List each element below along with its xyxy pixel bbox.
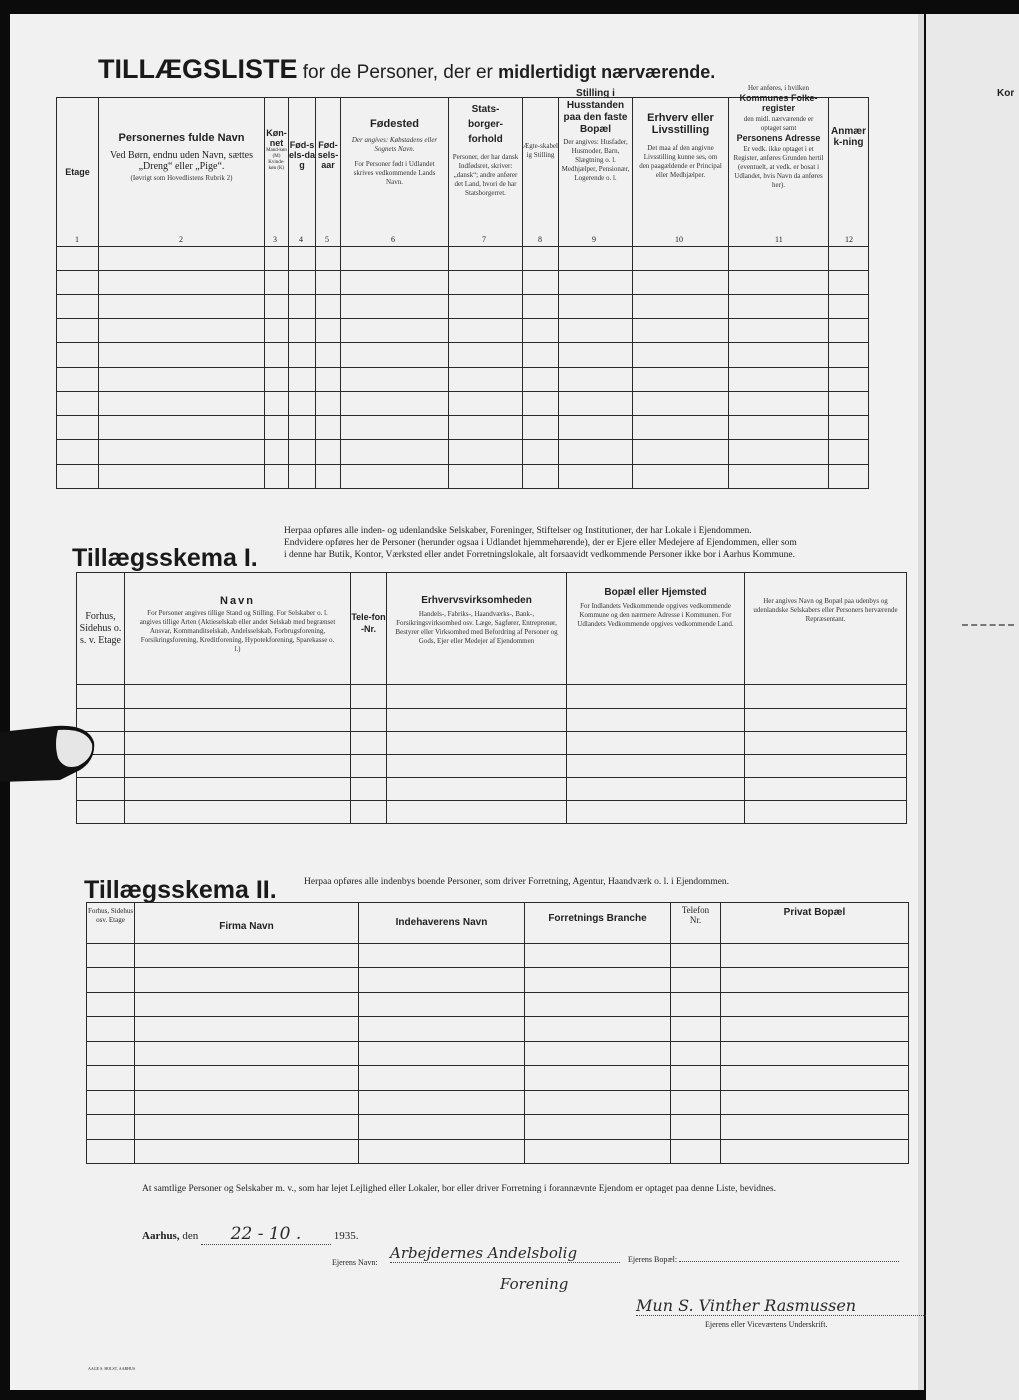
tillaegsliste-title-end: midlertidigt nærværende. — [498, 62, 716, 82]
table-row — [57, 343, 869, 367]
table-cell — [729, 464, 829, 488]
table-cell — [135, 943, 359, 967]
table-cell — [265, 319, 289, 343]
table-cell — [449, 294, 523, 318]
table-cell — [99, 294, 265, 318]
table-cell — [525, 1139, 671, 1163]
table-row — [57, 270, 869, 294]
table-cell — [135, 968, 359, 992]
col-aegteskabelig: Ægte-skabelig Stilling 8 — [523, 98, 559, 247]
table-row — [57, 464, 869, 488]
table-cell — [559, 391, 633, 415]
table-cell — [633, 464, 729, 488]
table-cell — [99, 343, 265, 367]
table-cell — [341, 367, 449, 391]
table-cell — [387, 731, 567, 754]
table-cell — [729, 391, 829, 415]
table-row — [57, 246, 869, 270]
footer-place: Aarhus, — [142, 1230, 180, 1242]
table-cell — [829, 246, 869, 270]
table-cell — [351, 777, 387, 800]
table-cell — [633, 246, 729, 270]
table-cell — [829, 440, 869, 464]
owner-name-hand-2: Forening — [500, 1275, 569, 1293]
skema2-col-telefon: Telefon Nr. — [671, 903, 721, 944]
table-row — [87, 1041, 909, 1065]
table-row — [87, 1115, 909, 1139]
table-cell — [559, 246, 633, 270]
table-cell — [525, 943, 671, 967]
table-cell — [729, 270, 829, 294]
table-row — [57, 294, 869, 318]
table-cell — [387, 800, 567, 823]
skema1-col-repraesentant: Her angives Navn og Bopæl paa udenbys og udenlandske Selskabers eller Personers herværende Repræsentant. — [745, 573, 907, 685]
table-cell — [449, 246, 523, 270]
table-cell — [99, 270, 265, 294]
table-row — [57, 367, 869, 391]
table-cell — [316, 343, 341, 367]
table-row — [87, 943, 909, 967]
table-cell — [559, 416, 633, 440]
table-cell — [125, 800, 351, 823]
table-cell — [87, 1041, 135, 1065]
table-row — [77, 800, 907, 823]
table-cell — [359, 1017, 525, 1041]
footer-year: 1935. — [333, 1230, 359, 1242]
col-stilling-husstand: Stilling i Husstanden paa den faste Bopæl Der angives: Husfader, Husmoder, Barn, Slægtning o. l. Medhjælper, Pensionær, Logerende o. l. 9 — [559, 98, 633, 247]
table-cell — [729, 294, 829, 318]
table-cell — [567, 777, 745, 800]
table-cell — [87, 943, 135, 967]
table-cell — [135, 1066, 359, 1090]
table-cell — [57, 416, 99, 440]
table-cell — [745, 708, 907, 731]
table-cell — [87, 992, 135, 1016]
col-navn: Personernes fulde Navn Ved Børn, endnu uden Navn, sættes „Dreng“ eller „Pige“. (Iøvrigt som Hovedlistens Rubrik 2) 2 — [99, 98, 265, 247]
table-cell — [316, 367, 341, 391]
table-row — [87, 992, 909, 1016]
skema2-col-indehaver: Indehaverens Navn — [359, 903, 525, 944]
table-cell — [99, 367, 265, 391]
table-cell — [671, 1066, 721, 1090]
table-cell — [829, 464, 869, 488]
table-cell — [449, 319, 523, 343]
table-cell — [359, 992, 525, 1016]
table-cell — [87, 968, 135, 992]
table-cell — [289, 464, 316, 488]
thumb-image — [0, 720, 95, 790]
signature-hand: Mun S. Vinther Rasmussen — [636, 1296, 926, 1316]
table-cell — [829, 294, 869, 318]
table-cell — [359, 1041, 525, 1065]
skema1-col-telefon: Tele-fon-Nr. — [351, 573, 387, 685]
table-cell — [57, 270, 99, 294]
table-cell — [99, 464, 265, 488]
table-cell — [87, 1090, 135, 1114]
table-cell — [135, 992, 359, 1016]
table-cell — [829, 391, 869, 415]
owner-address-line — [679, 1261, 899, 1262]
table-cell — [829, 270, 869, 294]
table-cell — [523, 391, 559, 415]
table-cell — [87, 1139, 135, 1163]
table-cell — [57, 391, 99, 415]
table-cell — [359, 943, 525, 967]
table-cell — [87, 1066, 135, 1090]
table-cell — [316, 319, 341, 343]
table-cell — [135, 1139, 359, 1163]
table-cell — [523, 294, 559, 318]
table-cell — [559, 270, 633, 294]
table-cell — [316, 270, 341, 294]
table-cell — [829, 343, 869, 367]
table-cell — [265, 416, 289, 440]
table-cell — [387, 777, 567, 800]
table-cell — [567, 800, 745, 823]
table-cell — [57, 343, 99, 367]
table-cell — [523, 416, 559, 440]
table-row — [77, 777, 907, 800]
table-cell — [87, 1115, 135, 1139]
tillaegsliste-title — [98, 54, 715, 85]
owner-name-label: Ejerens Navn: — [332, 1258, 378, 1267]
table-cell — [523, 464, 559, 488]
owner-address-label-text: Ejerens Bopæl: — [628, 1255, 678, 1264]
table-cell — [359, 1115, 525, 1139]
table-cell — [57, 464, 99, 488]
table-cell — [567, 731, 745, 754]
skema1-col-etage: Forhus, Sidehus o. s. v. Etage — [77, 573, 125, 685]
table-cell — [829, 367, 869, 391]
footer-den: den — [182, 1230, 199, 1242]
table-cell — [341, 319, 449, 343]
table-cell — [523, 367, 559, 391]
table-cell — [567, 754, 745, 777]
table-cell — [523, 440, 559, 464]
table-row — [87, 968, 909, 992]
signature-label: Ejerens eller Viceværtens Underskrift. — [705, 1320, 828, 1329]
tillaegsliste-rows — [57, 246, 869, 488]
table-cell — [525, 1115, 671, 1139]
table-cell — [135, 1115, 359, 1139]
table-cell — [125, 754, 351, 777]
table-cell — [341, 294, 449, 318]
table-cell — [729, 343, 829, 367]
table-cell — [289, 246, 316, 270]
footer-date-line — [142, 1224, 358, 1245]
table-cell — [341, 416, 449, 440]
table-cell — [125, 708, 351, 731]
tillaegsliste-title-bold: TILLÆGSLISTE — [98, 54, 298, 84]
table-cell — [729, 319, 829, 343]
table-cell — [265, 246, 289, 270]
table-cell — [559, 367, 633, 391]
table-row — [57, 319, 869, 343]
table-cell — [316, 464, 341, 488]
table-cell — [559, 319, 633, 343]
footer-date-hand: 22 - 10 . — [201, 1224, 331, 1245]
col-etage: Etage 1 — [57, 98, 99, 247]
table-cell — [359, 968, 525, 992]
table-cell — [633, 343, 729, 367]
skema1-rows — [77, 685, 907, 824]
table-cell — [449, 440, 523, 464]
table-cell — [567, 685, 745, 708]
col-foedselsdag: Fød-sels-dag 4 — [289, 98, 316, 247]
table-cell — [525, 1090, 671, 1114]
adjacent-page — [926, 14, 1019, 1400]
printer-mark: AAGE S. HOLST, AARHUS — [88, 1366, 136, 1371]
table-cell — [671, 1139, 721, 1163]
adjacent-page-label: Kor — [997, 88, 1015, 99]
table-row — [87, 1066, 909, 1090]
table-cell — [99, 319, 265, 343]
table-cell — [265, 440, 289, 464]
table-cell — [265, 391, 289, 415]
table-cell — [341, 270, 449, 294]
table-cell — [359, 1066, 525, 1090]
table-cell — [449, 367, 523, 391]
table-cell — [525, 1017, 671, 1041]
table-row — [57, 440, 869, 464]
table-cell — [559, 440, 633, 464]
table-cell — [316, 246, 341, 270]
table-cell — [633, 367, 729, 391]
skema1-table — [76, 572, 907, 824]
skema1-col-navn: Navn For Personer angives tillige Stand og Stilling. For Selskaber o. l. angives tillige Arten (Aktieselskab eller andet Selskab med begrænset Ansvar, Kommanditselskab, Andelsselskab, Forbrugsforening, Forsikringsforening, Kreditforening, Hypotekforening, Sparekasse o. l.) — [125, 573, 351, 685]
table-cell — [351, 731, 387, 754]
table-cell — [729, 246, 829, 270]
table-cell — [721, 968, 909, 992]
table-cell — [633, 416, 729, 440]
table-cell — [721, 1090, 909, 1114]
table-cell — [633, 391, 729, 415]
table-cell — [525, 1066, 671, 1090]
table-cell — [316, 294, 341, 318]
skema1-intro — [284, 525, 904, 561]
table-cell — [449, 343, 523, 367]
table-cell — [351, 685, 387, 708]
table-cell — [57, 294, 99, 318]
table-cell — [745, 731, 907, 754]
table-cell — [387, 754, 567, 777]
skema1-col-erhverv: Erhvervsvirksomheden Handels-, Fabriks-, Haandværks-, Bank-, Forsikringsvirksomhed osv. Læge, Sagfører, Entreprenør, Bestyrer eller Virksomhed med Befordring af Personer og Gods, Ejer eller Medejer af Ejendommen — [387, 573, 567, 685]
table-cell — [721, 1041, 909, 1065]
table-row — [77, 731, 907, 754]
table-cell — [567, 708, 745, 731]
skema2-col-branche: Forretnings Branche — [525, 903, 671, 944]
skema1-intro-line2: Endvidere opføres her de Personer (herunder ogsaa i Udlandet hjemmehørende), der er Ejere eller Medejere af Ejendommen, eller som — [284, 538, 797, 548]
page-edge — [918, 14, 924, 1390]
table-cell — [721, 1066, 909, 1090]
table-cell — [316, 391, 341, 415]
skema1-title: Tillægsskema I. — [72, 544, 258, 572]
col-folkeregister: Her anføres, i hvilken Kommunes Folke-register den midl. nærværende er optaget samt Personens Adresse Er vedk. ikke optaget i et Register, anføres Grunden hertil (eventuelt, at vedk. er bosat i Udlandet, hvis Navn da anføres her). 11 — [729, 98, 829, 247]
tillaegsliste-title-rest: for de Personer, der er — [297, 62, 499, 83]
table-cell — [341, 343, 449, 367]
table-cell — [57, 319, 99, 343]
table-cell — [523, 246, 559, 270]
table-cell — [559, 464, 633, 488]
table-cell — [525, 1041, 671, 1065]
table-cell — [721, 992, 909, 1016]
skema2-col-firma: Firma Navn — [135, 903, 359, 944]
table-cell — [523, 343, 559, 367]
table-cell — [289, 319, 316, 343]
owner-address-label — [628, 1255, 899, 1264]
table-row — [57, 391, 869, 415]
table-cell — [289, 440, 316, 464]
owner-name-hand: Arbejdernes Andelsbolig — [390, 1244, 620, 1263]
table-cell — [316, 416, 341, 440]
table-cell — [351, 754, 387, 777]
table-cell — [87, 1017, 135, 1041]
table-cell — [387, 685, 567, 708]
table-cell — [77, 800, 125, 823]
table-cell — [721, 943, 909, 967]
table-cell — [633, 294, 729, 318]
table-cell — [77, 685, 125, 708]
table-cell — [135, 1017, 359, 1041]
table-cell — [671, 1115, 721, 1139]
table-cell — [671, 992, 721, 1016]
table-cell — [359, 1139, 525, 1163]
table-cell — [671, 968, 721, 992]
table-cell — [633, 319, 729, 343]
table-cell — [525, 968, 671, 992]
table-cell — [99, 391, 265, 415]
table-cell — [341, 246, 449, 270]
table-cell — [633, 270, 729, 294]
table-row — [77, 754, 907, 777]
table-cell — [57, 440, 99, 464]
table-row — [77, 708, 907, 731]
table-cell — [729, 367, 829, 391]
table-cell — [125, 685, 351, 708]
table-cell — [449, 416, 523, 440]
table-cell — [316, 440, 341, 464]
table-cell — [265, 294, 289, 318]
table-cell — [289, 367, 316, 391]
table-cell — [265, 367, 289, 391]
skema2-title: Tillægsskema II. — [84, 876, 277, 904]
col-foedested: Fødested Der angives: Købstadens eller Sognets Navn. For Personer født i Udlandet skrives vedkommende Lands Navn. 6 — [341, 98, 449, 247]
table-cell — [745, 754, 907, 777]
table-cell — [99, 440, 265, 464]
table-cell — [341, 391, 449, 415]
col-statsborgerforhold: Stats-borger-forhold Personer, der har dansk Indfødsret, skriver: „dansk“; andre anfører det Land, hvori de har Statsborgerret. 7 — [449, 98, 523, 247]
table-cell — [289, 294, 316, 318]
table-cell — [671, 1017, 721, 1041]
table-cell — [351, 800, 387, 823]
skema2-table — [86, 902, 909, 1164]
table-cell — [721, 1139, 909, 1163]
table-cell — [359, 1090, 525, 1114]
table-cell — [387, 708, 567, 731]
table-cell — [265, 464, 289, 488]
table-cell — [135, 1090, 359, 1114]
table-cell — [525, 992, 671, 1016]
table-cell — [671, 1090, 721, 1114]
skema2-col-privat-bopael: Privat Bopæl — [721, 903, 909, 944]
table-cell — [745, 777, 907, 800]
table-cell — [289, 343, 316, 367]
col-anmaerkning: Anmærk-ning 12 — [829, 98, 869, 247]
skema1-col-bopael: Bopæl eller Hjemsted For Indlandets Vedkommende opgives vedkommende Kommune og den nærmere Adresse i Kommunen. For Udlandets Vedkommende opgives vedkommende Land. — [567, 573, 745, 685]
adjacent-page-mark — [962, 624, 1014, 632]
skema1-intro-line1: Herpaa opføres alle inden- og udenlandske Selskaber, Foreninger, Stiftelser og Institutioner, der har Lokale i Ejendommen. — [284, 526, 752, 536]
table-cell — [289, 391, 316, 415]
table-cell — [99, 246, 265, 270]
table-cell — [99, 416, 265, 440]
skema2-col-etage: Forhus, Sidehus osv. Etage — [87, 903, 135, 944]
table-cell — [125, 731, 351, 754]
table-cell — [559, 343, 633, 367]
table-cell — [633, 440, 729, 464]
table-row — [77, 685, 907, 708]
col-koennet: Køn-net Mand-køn (M) Kvinde-køn (K) 3 — [265, 98, 289, 247]
table-cell — [829, 319, 869, 343]
footer-statement: At samtlige Personer og Selskaber m. v., som har lejet Lejlighed eller Lokaler, bor eller driver Forretning i forannævnte Ejendom er optaget paa denne Liste, bevidnes. — [142, 1184, 776, 1194]
col-erhverv: Erhverv eller Livsstilling Det maa af den angivne Livsstilling kunne ses, om den paagældende er Principal eller Medhjælper. 10 — [633, 98, 729, 247]
table-cell — [559, 294, 633, 318]
table-cell — [829, 416, 869, 440]
table-row — [57, 416, 869, 440]
skema2-rows — [87, 943, 909, 1163]
table-cell — [341, 464, 449, 488]
table-cell — [289, 270, 316, 294]
skema2-intro: Herpaa opføres alle indenbys boende Personer, som driver Forretning, Agentur, Haandværk o. l. i Ejendommen. — [304, 877, 730, 887]
table-cell — [449, 464, 523, 488]
table-row — [87, 1090, 909, 1114]
table-cell — [721, 1115, 909, 1139]
table-row — [87, 1139, 909, 1163]
table-row — [87, 1017, 909, 1041]
table-cell — [745, 685, 907, 708]
table-cell — [125, 777, 351, 800]
table-cell — [341, 440, 449, 464]
table-cell — [265, 343, 289, 367]
table-cell — [57, 246, 99, 270]
table-cell — [729, 440, 829, 464]
table-cell — [351, 708, 387, 731]
table-cell — [729, 416, 829, 440]
table-cell — [671, 1041, 721, 1065]
table-cell — [449, 391, 523, 415]
table-cell — [57, 367, 99, 391]
skema1-intro-line3: i denne har Butik, Kontor, Værksted eller andet Forretningslokale, alt forsaavidt vedkommende Personer ikke bor i Aarhus Kommune. — [284, 550, 796, 560]
col-foedselsaar: Fød-sels-aar 5 — [316, 98, 341, 247]
table-cell — [265, 270, 289, 294]
table-cell — [289, 416, 316, 440]
table-cell — [523, 319, 559, 343]
tillaegsliste-table — [56, 84, 869, 489]
table-cell — [721, 1017, 909, 1041]
table-cell — [135, 1041, 359, 1065]
table-cell — [523, 270, 559, 294]
table-cell — [449, 270, 523, 294]
table-cell — [671, 943, 721, 967]
table-cell — [745, 800, 907, 823]
